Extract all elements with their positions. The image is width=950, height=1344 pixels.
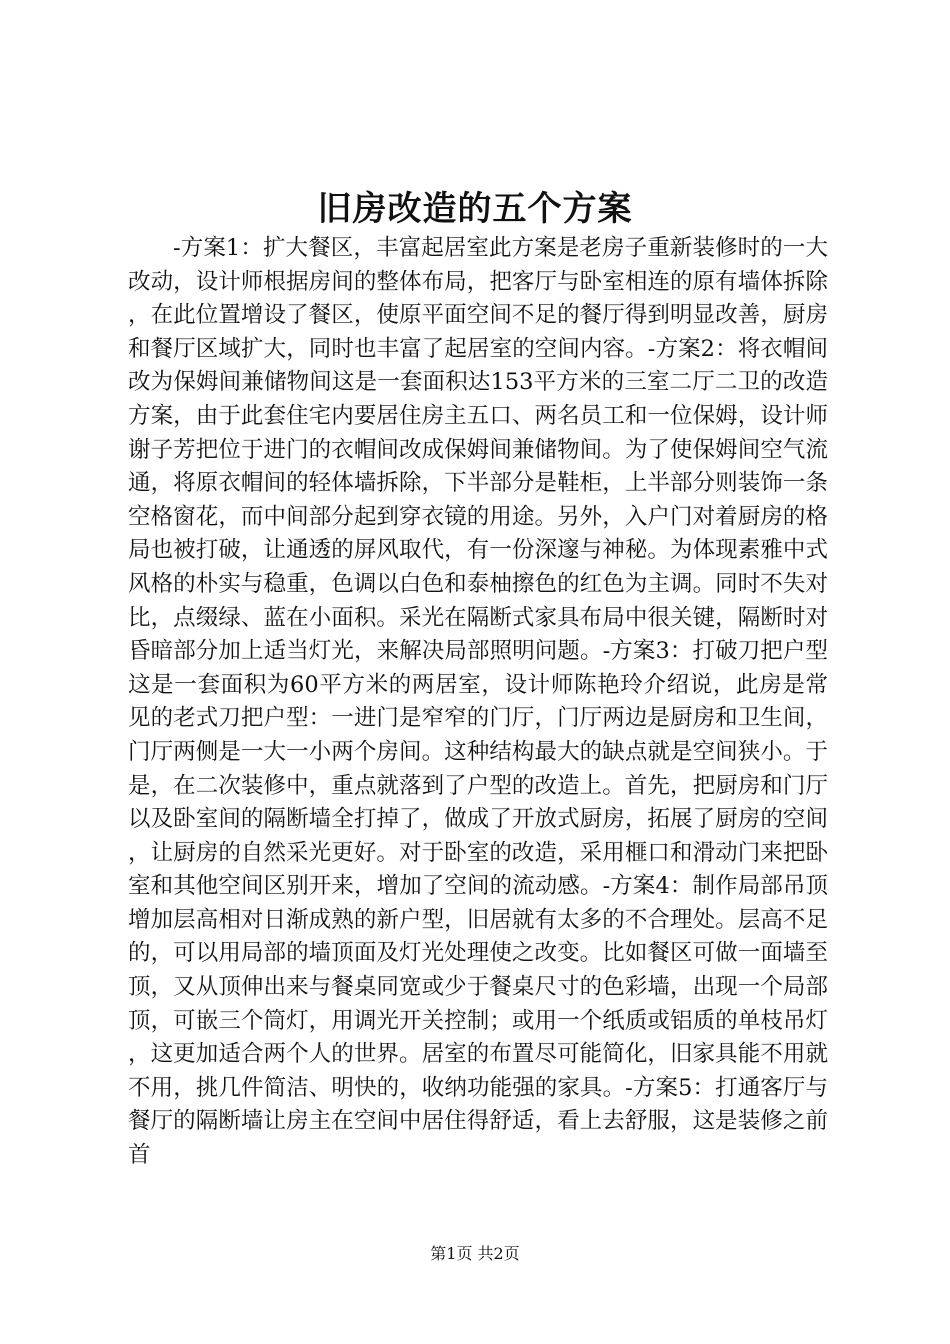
document-title: 旧房改造的五个方案 [317,189,633,229]
document-body: -方案1：扩大餐区，丰富起居室此方案是老房子重新装修时的一大改动，设计师根据房间的整体布局，把客厅与卧室相连的原有墙体拆除，在此位置增设了餐区，使原平面空间不足的餐厅得到明显改善，厨房和餐厅区域扩大，同时也丰富了起居室的空间内容。-方案2：将衣帽间改为保姆间兼储物间这是一套面积达153平方米的三室二厅二卫的改造方案，由于此套住宅内要居住房主五口、两名员工和一位保姆，设计师谢子芳把位于进门的衣帽间改成保姆间兼储物间。为了使保姆间空气流通，将原衣帽间的轻体墙拆除，下半部分是鞋柜，上半部分则装饰一条空格窗花，而中间部分起到穿衣镜的用途。另外，入户门对着厨房的格局也被打破，让通透的屏风取代，有一份深邃与神秘。为体现素雅中式风格的朴实与稳重，色调以白色和泰柚擦色的红色为主调。同时不失对比，点缀绿、蓝在小面积。采光在隔断式家具布局中很关键，隔断时对昏暗部分加上适当灯光，来解决局部照明问题。-方案3：打破刀把户型这是一套面积为60平方米的两居室，设计师陈艳玲介绍说，此房是常见的老式刀把户型：一进门是窄窄的门厅，门厅两边是厨房和卫生间，门厅两侧是一大一小两个房间。这种结构最大的缺点就是空间狭小。于是，在二次装修中，重点就落到了户型的改造上。首先，把厨房和门厅以及卧室间的隔断墙全打掉了，做成了开放式厨房，拓展了厨房的空间，让厨房的自然采光更好。对于卧室的改造，采用榧口和滑动门来把卧室和其他空间区别开来，增加了空间的流动感。-方案4：制作局部吊顶增加层高相对日渐成熟的新户型，旧居就有太多的不合理处。层高不足的，可以用局部的墙顶面及灯光处理使之改变。比如餐区可做一面墙至顶，又从顶伸出来与餐桌同宽或少于餐桌尺寸的色彩墙，出现一个局部顶，可嵌三个筒灯，用调光开关控制；或用一个纸质或铝质的单枝吊灯，这更加适合两个人的世界。居室的布置尽可能简化，旧家具能不用就不用，挑几件简洁、明快的，收纳功能强的家具。-方案5：打通客厅与餐厅的隔断墙让房主在空间中居住得舒适，看上去舒服，这是装修之前首 [128,235,828,1169]
page-footer: 第1页 共2页 [430,1244,520,1263]
